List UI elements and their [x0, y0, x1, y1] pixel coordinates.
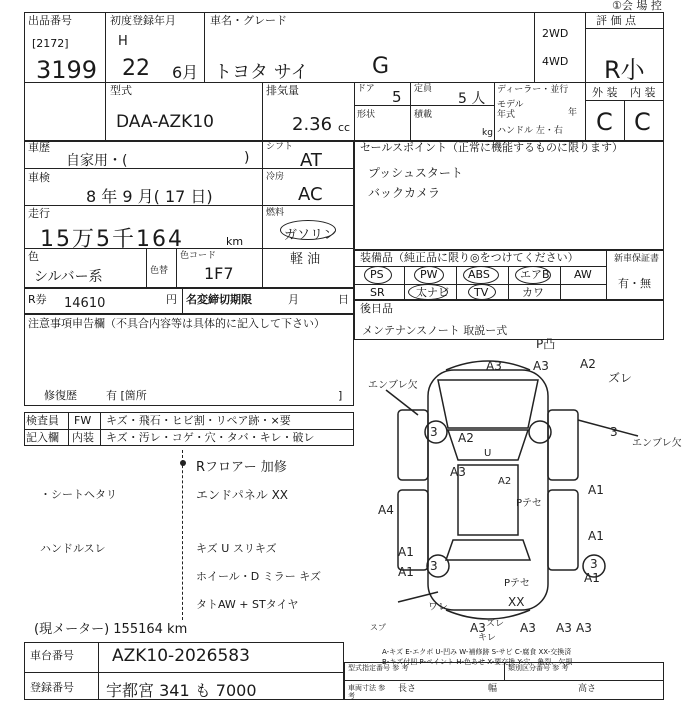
venue-label: ①会 場 控 [612, 0, 662, 12]
hood [438, 380, 538, 428]
equip-leather: カワ [522, 286, 544, 299]
diag-label-emblem-2: エンブレ欠 [632, 438, 682, 449]
shape-label: 形状 [357, 110, 376, 120]
diag-label-a3-1: A3 [486, 359, 502, 373]
diag-label-u: U [484, 448, 492, 459]
history-value: 自家用・( [66, 153, 128, 169]
fuel-label: 燃料 [266, 208, 285, 218]
diag-label-a1-5: A1 [398, 565, 414, 579]
warranty-label: 新車保証書 [614, 254, 660, 264]
repair-close: ] [338, 389, 343, 402]
reg-year: 22 [122, 56, 150, 81]
deadline-day: 日 [338, 293, 349, 306]
displacement-unit: cc [338, 121, 351, 134]
length-label: 長さ [398, 684, 417, 694]
color-code: 1F7 [204, 264, 234, 283]
note-seat-wear: ・シートヘタリ [40, 488, 117, 501]
caution-title: 注意事項申告欄（不具合内容等は具体的に記入して下さい） [28, 317, 325, 330]
diag-label-kire: キレ [478, 633, 496, 643]
inspector-label-1: 検査員 [26, 414, 59, 427]
shift-label: シフト [266, 142, 294, 152]
fuel-gasoline: ガソリン [284, 228, 337, 243]
note-scratches: キズ U スリキズ [196, 542, 277, 555]
diag-label-a3-3: A3 [470, 621, 486, 635]
vehicle-dim-label: 車両寸法 参 考 [348, 684, 386, 700]
equip-ps: PS [370, 268, 384, 281]
right-side-front [548, 410, 578, 480]
color-value: シルバー系 [34, 269, 103, 285]
model-year-label: モデル 年式 [497, 100, 524, 120]
color-change-label: 色替 [150, 266, 169, 276]
selling-point-1: プッシュスタート [368, 166, 463, 180]
diag-label-a1-3: A1 [398, 545, 414, 559]
diag-label-ua2: A2 [458, 431, 474, 445]
note-end-panel: エンドパネル XX [196, 488, 289, 502]
equip-sr: SR [370, 286, 385, 299]
diag-label-a3-4: A3 [520, 621, 536, 635]
diag-label-a4: A4 [378, 503, 394, 517]
drive-2wd: 2WD [542, 27, 569, 40]
later-items-label: 後日品 [360, 302, 393, 315]
repair-value: 有 [箇所 [106, 389, 147, 402]
chassis-label: 車台番号 [30, 649, 74, 662]
warranty-value: 有・無 [618, 277, 651, 290]
fw-items: キズ・飛石・ヒビ割・リペア跡・×要 [106, 414, 291, 427]
diag-label-emblem-1: エンブレ欠 [368, 380, 418, 391]
repair-label: 修復歴 [44, 389, 77, 402]
era: H [118, 34, 128, 49]
displacement-label: 排気量 [266, 84, 299, 97]
model-value: DAA-AZK10 [116, 112, 214, 132]
class-spec-label: 類別区分番号 参 考 [508, 664, 569, 672]
equip-aw: AW [574, 268, 592, 281]
load-unit: kg [482, 128, 493, 138]
reg-date-label: 初度登録年月 [110, 14, 176, 27]
recycle-value: 14610 [64, 296, 106, 311]
equipment-title: 装備品（純正品に限り◎をつけてください） [360, 251, 579, 264]
height-label: 高さ [578, 684, 597, 694]
interior-label: 内 装 [630, 86, 656, 99]
diag-label-a3-5: A3 [556, 621, 572, 635]
chassis-value: AZK10-2026583 [112, 646, 250, 666]
color-code-label: 色コード [180, 251, 217, 261]
drive-4wd: 4WD [542, 55, 569, 68]
note-handle-wear: ハンドルスレ [40, 542, 106, 555]
interior-grade: C [634, 108, 651, 136]
dealer-label: ディーラー・並行 [497, 85, 569, 95]
interior-items: キズ・汚レ・コゲ・穴・タバ・キレ・破レ [106, 431, 315, 444]
mileage-unit: km [226, 235, 244, 248]
equip-abs: ABS [468, 268, 490, 281]
equip-tv: TV [474, 286, 489, 299]
ac-label: 冷房 [266, 172, 285, 182]
interior-short-label: 内装 [72, 431, 94, 444]
diag-label-zure-2: ズレ [486, 619, 505, 629]
diag-label-3-3: 3 [430, 559, 438, 573]
damage-diagram [358, 337, 682, 643]
exterior-grade: C [596, 108, 613, 136]
diag-label-xx: XX [508, 595, 525, 609]
legend-line-1: A-キズ E-エクボ U-凹み W-補修跡 S-サビ C-腐食 XX-交換済 [382, 648, 572, 656]
diag-label-a3-2: A3 [533, 359, 549, 373]
registration-label: 登録番号 [30, 681, 74, 694]
diag-label-a1-4: A1 [584, 571, 600, 585]
diag-label-3-2: 3 [610, 425, 618, 439]
shift-value: AT [300, 150, 322, 171]
equip-airbag: エアB [520, 268, 550, 281]
diag-label-zure-1: ズレ [608, 371, 633, 385]
diag-label-a2-1: A2 [580, 357, 596, 371]
legend-line-2: B-キズ付凹 P-ペイント H-色あせ X-要交換 Y-穴、亀裂、欠損 [382, 658, 573, 666]
right-side-rear [548, 490, 578, 570]
left-side-front [398, 410, 428, 480]
rear-bumper [446, 610, 530, 619]
door-value: 5 [392, 88, 402, 106]
diag-label-ua3-2: A3 [576, 621, 592, 635]
color-label: 色 [28, 250, 39, 263]
deadline-label: 名変締切期限 [186, 293, 252, 306]
equip-pw: PW [420, 268, 438, 281]
width-label: 幅 [488, 684, 498, 694]
lot-code: [2172] [32, 37, 69, 50]
car-name: トヨタ サイ [214, 62, 309, 83]
diag-label-p: P凸 [536, 337, 556, 351]
grade: G [372, 54, 390, 79]
history-close: ) [244, 150, 250, 166]
handle-label: ハンドル 左・右 [497, 126, 563, 136]
mileage-label: 走行 [28, 207, 50, 220]
diag-label-a2-2: A2 [498, 476, 512, 487]
note-meter: (現メーター) 155164 km [34, 622, 188, 637]
diag-label-spoiler: スプ [370, 623, 386, 632]
later-items-value: メンテナンスノート 取説ー式 [362, 324, 508, 337]
mileage-value: 15万5千164 [40, 227, 184, 252]
capacity-label: 定員 [414, 84, 433, 94]
diag-label-ua3: A3 [450, 465, 466, 479]
diag-label-3-1: 3 [430, 425, 438, 439]
inspector-label-2: 記入欄 [26, 431, 59, 444]
recycle-unit: 円 [166, 293, 177, 306]
load-label: 積載 [414, 110, 433, 120]
deadline-month: 月 [288, 293, 299, 306]
selling-points-title: セールスポイント（正常に機能するものに限ります） [360, 141, 624, 154]
fuel-circle [280, 220, 336, 240]
score-value: R小 [604, 56, 645, 84]
inspection-value: 8 年 9 月( 17 日) [86, 187, 213, 206]
diag-label-3-4: 3 [590, 557, 598, 571]
diag-label-a1-1: A1 [588, 483, 604, 497]
fw-label: FW [74, 414, 92, 427]
diag-label-crack: ワレ [428, 602, 448, 613]
model-label: 型式 [110, 84, 132, 97]
selling-point-2: バックカメラ [368, 186, 441, 200]
registration-value: 宇都宮 341 も 7000 [106, 681, 257, 700]
year-unit: 年 [568, 108, 578, 118]
exterior-label: 外 装 [592, 86, 618, 99]
history-label: 車歴 [28, 141, 50, 154]
lot-number: 3199 [36, 56, 98, 84]
note-tires: タトAW + STタイヤ [196, 598, 299, 611]
reg-month: 6月 [172, 63, 199, 82]
inspection-label: 車検 [28, 171, 50, 184]
rear-window [446, 540, 530, 560]
diag-label-ptese-2: Pテセ [504, 578, 530, 589]
score-label: 評 価 点 [596, 14, 636, 27]
note-wheel-mirror: ホイール・D ミラー キズ [196, 570, 322, 583]
equip-navi: 太ナビ [416, 286, 449, 299]
car-label: 車名・グレード [210, 14, 287, 27]
displacement-value: 2.36 [292, 114, 333, 135]
capacity-value: 5 人 [458, 91, 486, 107]
type-spec-label: 型式指定番号 参 考 [348, 664, 409, 672]
ac-value: AC [298, 184, 323, 205]
recycle-label: R券 [28, 293, 47, 306]
door-label: ドア [357, 84, 375, 94]
note-floor-repair: Rフロアー 加修 [196, 460, 287, 475]
fuel-diesel: 軽 油 [290, 252, 321, 267]
diag-label-ptese-1: Pテセ [516, 498, 542, 509]
lot-label: 出品番号 [28, 14, 72, 27]
diag-label-a1-2: A1 [588, 529, 604, 543]
